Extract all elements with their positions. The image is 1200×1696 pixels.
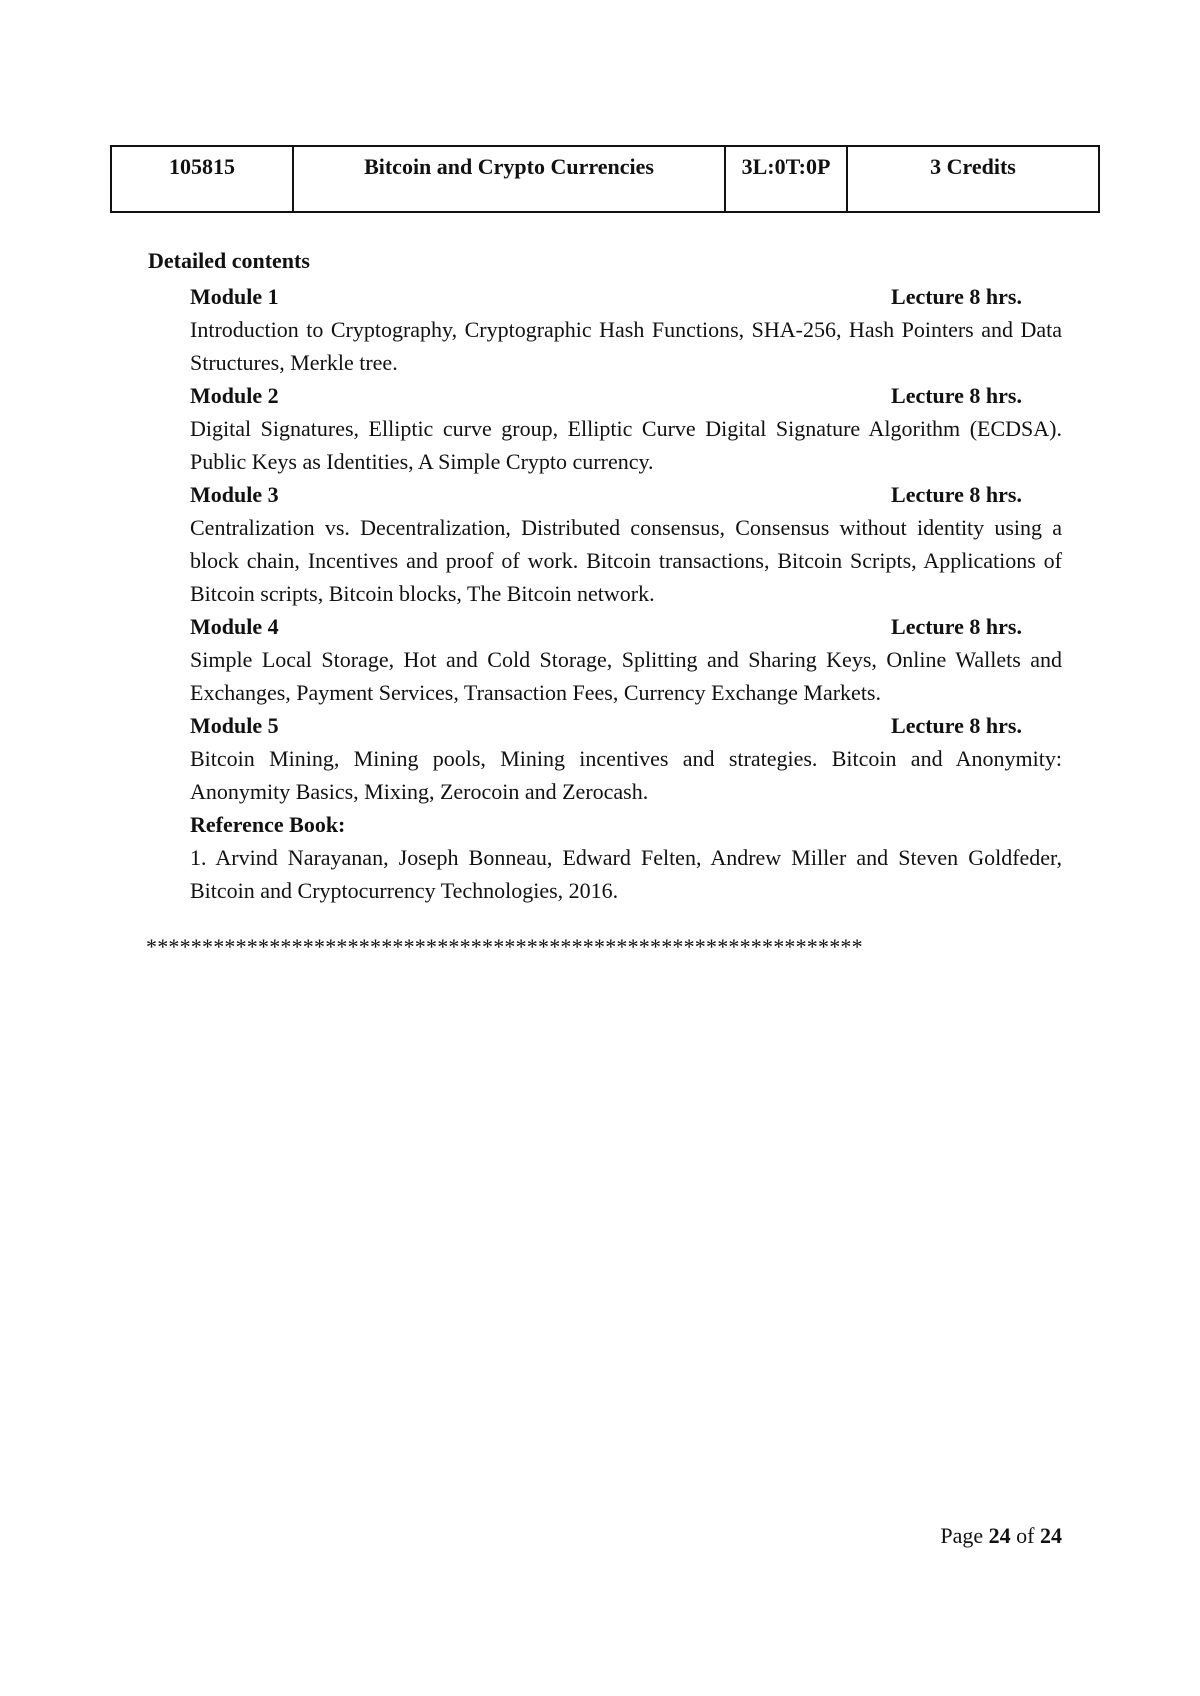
- module-description: Bitcoin Mining, Mining pools, Mining incentives and strategies. Bitcoin and Anonymity: Anonymity Basics, Mixing, Zerocoin and Zerocash.: [190, 746, 1062, 804]
- module-section: [190, 379, 1062, 478]
- reference-heading: Reference Book:: [190, 812, 346, 837]
- current-page-number: 24: [988, 1523, 1011, 1548]
- module-header: [190, 379, 1062, 412]
- page-label: Page: [940, 1523, 984, 1548]
- course-code: 105815: [112, 147, 294, 211]
- reference-text: 1. Arvind Narayanan, Joseph Bonneau, Edward Felten, Andrew Miller and Steven Goldfeder, Bitcoin and Cryptocurrency Technologies, 2016.: [190, 845, 1062, 903]
- module-description: Digital Signatures, Elliptic curve group, Elliptic Curve Digital Signature Algorithm (ECDSA). Public Keys as Identities, A Simple Crypto currency.: [190, 416, 1062, 474]
- module-lecture-hours: Lecture 8 hrs.: [891, 482, 1022, 507]
- of-label: of: [1016, 1523, 1035, 1548]
- total-page-number: 24: [1040, 1523, 1062, 1548]
- module-header: [190, 709, 1062, 742]
- module-description: Centralization vs. Decentralization, Distributed consensus, Consensus without identity using a block chain, Incentives and proof of work. Bitcoin transactions, Bitcoin Scripts, Applications of Bitcoin scripts, Bitcoin blocks, The Bitcoin network.: [190, 515, 1062, 606]
- module-section: [190, 280, 1062, 379]
- module-lecture-hours: Lecture 8 hrs.: [891, 614, 1022, 639]
- module-lecture-hours: Lecture 8 hrs.: [891, 284, 1022, 309]
- course-ltp: 3L:0T:0P: [726, 147, 848, 211]
- module-header: [190, 610, 1062, 643]
- module-header: [190, 478, 1062, 511]
- module-section: [190, 478, 1062, 610]
- module-title: Module 2: [190, 383, 279, 408]
- detailed-contents-heading: Detailed contents: [148, 248, 310, 273]
- module-lecture-hours: Lecture 8 hrs.: [891, 383, 1022, 408]
- module-lecture-hours: Lecture 8 hrs.: [891, 713, 1022, 738]
- module-title: Module 5: [190, 713, 279, 738]
- course-title: Bitcoin and Crypto Currencies: [294, 147, 726, 211]
- page-footer: [940, 1523, 1062, 1549]
- module-title: Module 1: [190, 284, 279, 309]
- module-list: [190, 280, 1062, 907]
- separator-line: ****************************************************************: [146, 934, 863, 959]
- module-header: [190, 280, 1062, 313]
- module-title: Module 3: [190, 482, 279, 507]
- module-description: Simple Local Storage, Hot and Cold Storage, Splitting and Sharing Keys, Online Wallets and Exchanges, Payment Services, Transaction Fees, Currency Exchange Markets.: [190, 647, 1062, 705]
- module-description: Introduction to Cryptography, Cryptographic Hash Functions, SHA-256, Hash Pointers and Data Structures, Merkle tree.: [190, 317, 1062, 375]
- course-credits: 3 Credits: [930, 154, 1016, 179]
- module-section: [190, 610, 1062, 709]
- module-title: Module 4: [190, 614, 279, 639]
- module-section: [190, 709, 1062, 808]
- course-header-table: [110, 145, 1100, 213]
